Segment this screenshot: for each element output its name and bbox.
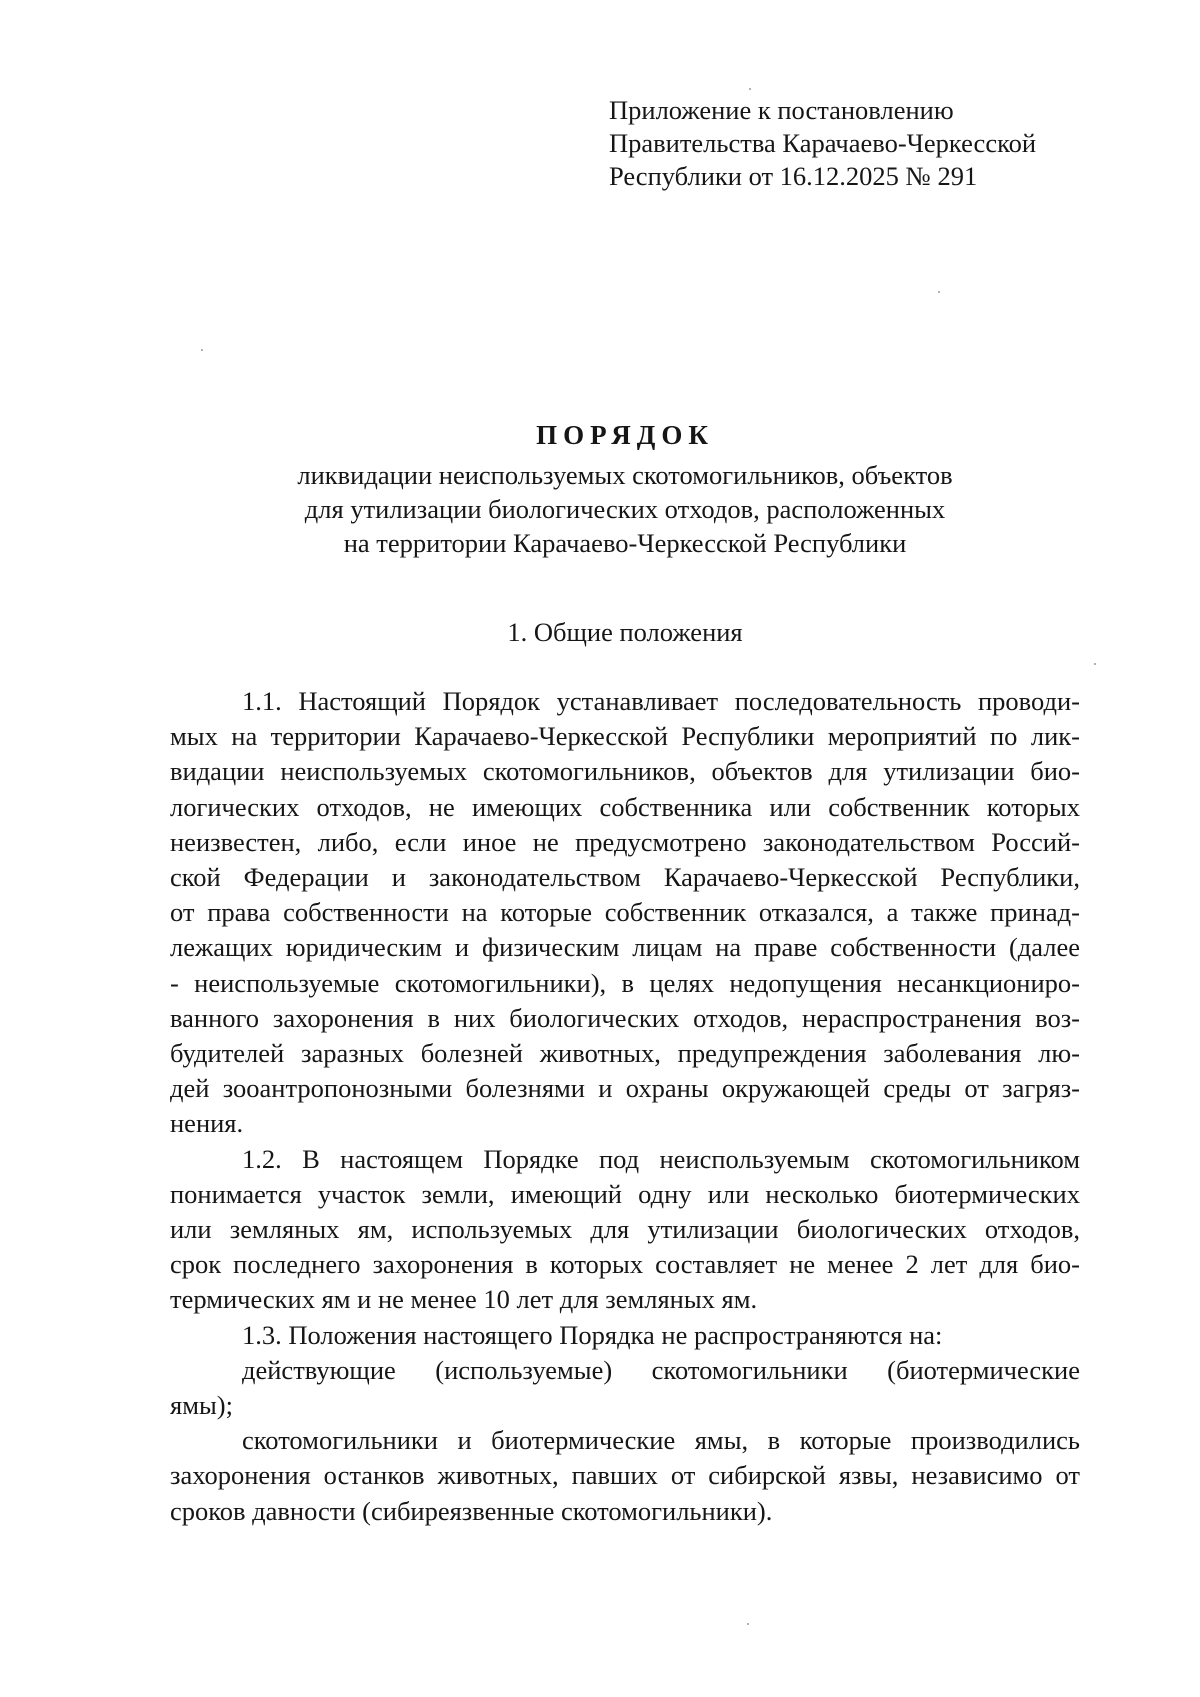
text-line: или земляных ям, используемых для утилизации биологических отходов, (170, 1214, 1080, 1245)
scan-speck (938, 291, 940, 293)
paragraph-1-2 (170, 1142, 1080, 1318)
text-line: нения. (170, 1108, 244, 1139)
document-subtitle (170, 458, 1080, 560)
text-line: сроков давности (сибиреязвенные скотомогильники). (170, 1495, 773, 1526)
scan-speck (747, 1623, 749, 1625)
paragraph-1-3 (170, 1318, 1080, 1353)
text-line: понимается участок земли, имеющий одну или несколько биотермических (170, 1178, 1080, 1209)
subtitle-line: на территории Карачаево-Черкесской Республики (343, 528, 907, 558)
text-line: мых на территории Карачаево-Черкесской Республики мероприятий по лик- (170, 721, 1080, 752)
text-line: видации неиспользуемых скотомогильников, объектов для утилизации био- (170, 756, 1080, 787)
text-line: дей зооантропонозными болезнями и охраны окружающей среды от загряз- (170, 1073, 1080, 1104)
scan-speck (1094, 663, 1096, 665)
appendix-line: Правительства Карачаево-Черкесской (609, 128, 1037, 158)
appendix-header (609, 94, 1129, 193)
text-line: 1.3. Положения настоящего Порядка не распространяются на: (242, 1319, 943, 1350)
text-line: от права собственности на которые собственник отказался, а также принад- (170, 897, 1080, 928)
text-line: срок последнего захоронения в которых составляет не менее 2 лет для био- (170, 1249, 1080, 1280)
text-line: неизвестен, либо, если иное не предусмотрено законодательством Россий- (170, 826, 1080, 857)
text-line: - неиспользуемые скотомогильники), в целях недопущения несанкциониро- (170, 967, 1080, 998)
scan-speck (201, 349, 203, 351)
scan-speck (749, 88, 751, 90)
appendix-line: Приложение к постановлению (609, 95, 954, 125)
paragraph-1-3-item-b (170, 1423, 1080, 1529)
text-line: ямы); (170, 1390, 233, 1421)
text-line: термических ям и не менее 10 лет для земляных ям. (170, 1284, 758, 1315)
subtitle-line: ликвидации неиспользуемых скотомогильников, объектов (297, 460, 953, 490)
subtitle-line: для утилизации биологических отходов, расположенных (304, 494, 946, 524)
paragraph-1-3-item-a (170, 1353, 1080, 1423)
appendix-line: Республики от 16.12.2025 № 291 (609, 161, 978, 191)
text-line: ванного захоронения в них биологических отходов, нераспространения воз- (170, 1002, 1080, 1033)
section-heading: 1. Общие положения (507, 617, 743, 647)
text-line: логических отходов, не имеющих собственника или собственник которых (170, 791, 1080, 822)
text-line: будителей заразных болезней животных, предупреждения заболевания лю- (170, 1038, 1080, 1069)
document-body (170, 684, 1080, 1529)
paragraph-1-1 (170, 684, 1080, 1142)
text-line: ской Федерации и законодательством Карачаево-Черкесской Республики, (170, 862, 1080, 893)
text-line: действующие (используемые) скотомогильники (биотермические (242, 1354, 1080, 1385)
text-line: 1.1. Настоящий Порядок устанавливает последовательность проводи- (242, 686, 1080, 716)
text-line: 1.2. В настоящем Порядке под неиспользуемым скотомогильником (242, 1143, 1080, 1174)
text-line: лежащих юридическим и физическим лицам на праве собственности (далее (170, 932, 1080, 963)
text-line: захоронения останков животных, павших от сибирской язвы, независимо от (170, 1460, 1080, 1491)
text-line: скотомогильники и биотермические ямы, в которые производились (242, 1425, 1080, 1456)
document-title: ПОРЯДОК (536, 420, 714, 450)
